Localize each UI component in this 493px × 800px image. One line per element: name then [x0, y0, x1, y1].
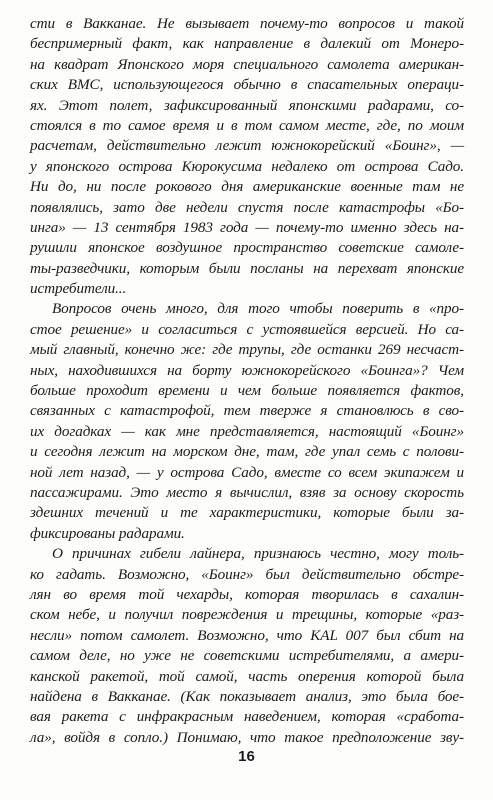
text-line: появлялись, зато две недели спустя после катастрофы «Бо-: [30, 198, 464, 216]
text-line: О причинах гибели лайнера, признаюсь честно, могу толь-: [52, 545, 464, 563]
paragraph: [30, 299, 464, 544]
text-line: ях. Этот полет, зафиксированный японскими радарами, со-: [30, 96, 464, 114]
text-line: ной лет назад, — у острова Садо, вместе со всем экипажем и: [30, 463, 464, 481]
text-line: стоялся в то самое время и в том самом месте, где, по моим: [30, 116, 464, 134]
text-line: и сегодня лежит на морском дне, там, где упал семь с полови-: [30, 443, 464, 461]
text-line: ском небе, и получил повреждения и трещины, которые «раз-: [30, 606, 464, 624]
paragraph: [30, 544, 464, 748]
text-line: ла», войдя в сопло.) Понимаю, что такое предположение зву-: [30, 728, 464, 746]
page-number: 16: [238, 748, 255, 765]
text-line: истребители...: [30, 280, 127, 298]
text-line: ных, находившихся на борту южнокорейского «Боинга»? Чем: [30, 361, 464, 379]
text-line: найдена в Вакканае. (Как показывает анализ, это была бое-: [30, 687, 464, 705]
text-line: инга» — 13 сентября 1983 года — почему-то именно здесь на-: [30, 218, 464, 236]
paragraph: [30, 14, 464, 299]
text-line: Ни до, ни после рокового дня американские военные там не: [30, 178, 464, 196]
body-text: [30, 14, 464, 748]
text-line: канской ракетой, той самой, часть оперения которой была: [30, 667, 464, 685]
text-line: их догадках — как мне представляется, настоящий «Боинг»: [30, 422, 464, 440]
text-line: самом деле, но уже не советскими истребителями, а амери-: [30, 647, 464, 665]
text-line: Вопросов очень много, для того чтобы поверить в «про-: [52, 300, 464, 318]
text-line: у японского острова Кюрокусима недалеко от острова Садо.: [30, 157, 464, 175]
text-line: мый главный, конечно же: где трупы, где останки 269 несчаст-: [30, 341, 464, 359]
text-line: беспримерный факт, как направление в далекий от Монеро-: [30, 35, 464, 53]
text-line: сти в Вакканае. Не вызывает почему-то вопросов и такой: [30, 15, 464, 32]
text-line: связанных с катастрофой, тем тверже я становлюсь в сво-: [30, 402, 464, 420]
text-line: на квадрат Японского моря специального самолета американ-: [30, 55, 464, 73]
text-line: расчетам, действительно лежит южнокорейский «Боинг», —: [30, 137, 464, 155]
text-line: лян во время той чехарды, которая творилась в сахалин-: [30, 585, 464, 603]
text-line: ко гадать. Возможно, «Боинг» был действительно обстре-: [30, 565, 464, 583]
text-line: ты-разведчики, которым были посланы на перехват японские: [30, 259, 464, 277]
text-line: больше проходит времени и чем больше появляется фактов,: [30, 382, 464, 400]
text-line: рушили японское воздушное пространство советские самоле-: [30, 239, 464, 257]
text-line: стое решение» и согласиться с устоявшейся версией. Но са-: [30, 320, 464, 338]
text-line: фиксированы радарами.: [30, 524, 185, 542]
text-line: вая ракета с инфракрасным наведением, которая «сработа-: [30, 708, 464, 726]
text-line: ских ВМС, использующегося обычно в спасательных операци-: [30, 76, 464, 94]
text-line: здешних течений и те характеристики, которые были за-: [30, 504, 464, 522]
text-line: пассажирами. Это место я вычислил, взяв за основу скорость: [30, 483, 464, 501]
text-line: несли» потом самолет. Возможно, что KAL 007 был сбит на: [30, 626, 464, 644]
